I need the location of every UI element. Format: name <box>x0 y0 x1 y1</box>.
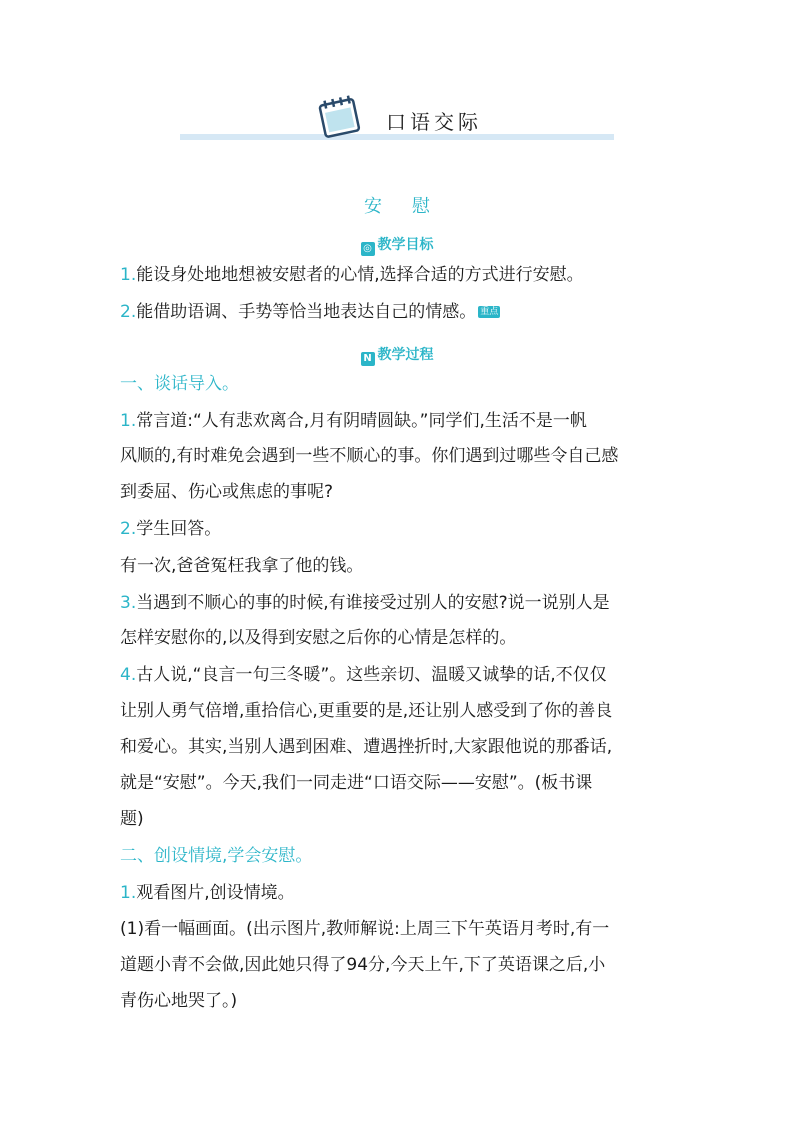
process-icon: N <box>361 352 375 366</box>
process-heading: N 教学过程 <box>0 344 794 366</box>
step-2-paragraph-line-1: (1)看一幅画面。(出示图片,教师解说:上周三下午英语月考时,有一 <box>120 919 610 939</box>
paragraph-3-line-2: 怎样安慰你的,以及得到安慰之后你的心情是怎样的。 <box>120 628 517 648</box>
step-1-heading: 一、谈话导入。 <box>120 374 239 394</box>
step-2-heading: 二、创设情境,学会安慰。 <box>120 846 313 866</box>
step-2-item-1: 1.观看图片,创设情境。 <box>120 883 295 903</box>
goal-item-1: 1.能设身处地地想被安慰者的心情,选择合适的方式进行安慰。 <box>120 265 584 285</box>
paragraph-4-line-5: 题) <box>120 809 144 829</box>
lesson-title: 安慰 <box>364 196 460 217</box>
section-banner <box>180 92 614 144</box>
paragraph-4-line-4: 就是“安慰”。今天,我们一同走进“口语交际——安慰”。(板书课 <box>120 773 593 793</box>
example-answer: 有一次,爸爸冤枉我拿了他的钱。 <box>120 556 364 576</box>
paragraph-2-line-1: 2.学生回答。 <box>120 519 222 539</box>
banner-title: 口语交际 <box>386 110 482 134</box>
paragraph-1-line-3: 到委屈、伤心或焦虑的事呢? <box>120 482 334 502</box>
goals-heading: ◎ 教学目标 <box>0 234 794 256</box>
paragraph-4-line-3: 和爱心。其实,当别人遇到困难、遭遇挫折时,大家跟他说的那番话, <box>120 737 613 757</box>
key-point-badge: 重点 <box>480 307 499 317</box>
paragraph-1-line-2: 风顺的,有时难免会遇到一些不顺心的事。你们遇到过哪些令自己感 <box>120 446 619 466</box>
paragraph-4-line-1: 4.古人说,“良言一句三冬暖”。这些亲切、温暖又诚挚的话,不仅仅 <box>120 665 607 685</box>
target-icon: ◎ <box>361 242 375 256</box>
paragraph-3-line-1: 3.当遇到不顺心的事的时候,有谁接受过别人的安慰?说一说别人是 <box>120 593 610 613</box>
goal-item-2: 2.能借助语调、手势等恰当地表达自己的情感。 重点 <box>120 302 499 322</box>
step-2-paragraph-line-2: 道题小青不会做,因此她只得了94分,今天上午,下了英语课之后,小 <box>120 955 606 975</box>
paragraph-4-line-2: 让别人勇气倍增,重拾信心,更重要的是,还让别人感受到了你的善良 <box>120 701 613 721</box>
paragraph-1-line-1: 1.常言道:“人有悲欢离合,月有阴晴圆缺。”同学们,生活不是一帆 <box>120 411 587 431</box>
notebook-icon <box>312 92 366 140</box>
step-2-paragraph-line-3: 青伤心地哭了。) <box>120 991 238 1011</box>
